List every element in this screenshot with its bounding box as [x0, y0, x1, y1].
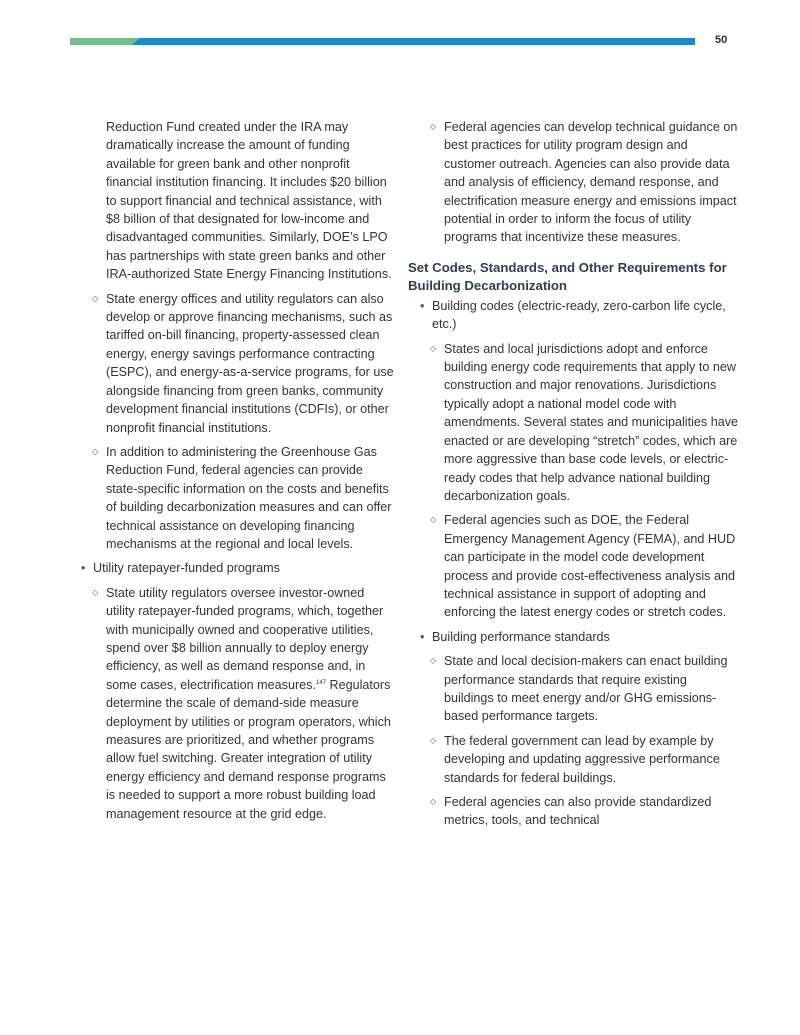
sub-item-technical-guidance: ◇ Federal agencies can develop technical guidance on best practices for utility program design and customer outreach. Agencies can also provide data and analysis of efficiency, demand response, and electrification measure energy and emissions impact potential in order to inform the focus of utility programs that incentivize these measures. — [408, 118, 738, 247]
sub-item-financing-mechanisms: ◇ State energy offices and utility regulators can also develop or approve financing mechanisms, such as tariffed on-bill financing, property-assessed clean energy, energy savings performance contracting (ESPC), and energy-as-a-service programs, for use alongside financing from green banks, community development financial institutions (CDFIs), or other nonprofit financial institutions. — [80, 290, 396, 437]
sub-item-utility-regulators — [80, 584, 396, 823]
sub-item-state-standards: ◇ State and local decision-makers can enact building performance standards that require existing buildings to meet energy and/or GHG emissions-based performance targets. — [408, 652, 738, 726]
section-heading: Set Codes, Standards, and Other Requirements for Building Decarbonization — [408, 259, 727, 293]
sub-item-utility-regulators-text-a: State utility regulators oversee investor-owned utility ratepayer-funded programs, which, together with municipally owned and cooperative utilities, spend over $8 billion annually to deploy energy efficiency, as well as demand response and, in some cases, electrification measures. — [106, 585, 384, 692]
footnote-ref: 147 — [315, 679, 326, 686]
sub-item-code-adoption: ◇ States and local jurisdictions adopt and enforce building energy code requirements that apply to new construction and major renovations. Jurisdictions typically adopt a national model code with amendments. Several states and municipalities have enacted or are developing “stretch” codes, which are more aggressive than base code levels, or electric-ready codes that help advance national building decarbonization goals. — [408, 340, 738, 506]
page-number: 50 — [715, 34, 728, 46]
left-column — [80, 118, 396, 829]
bullet-performance-standards: • Building performance standards — [408, 628, 738, 646]
sub-item-federal-code-support: ◇ Federal agencies such as DOE, the Federal Emergency Management Agency (FEMA), and HUD can participate in the model code development process and provide cost-effectiveness analysis and technical assistance in support of adopting and enforcing the latest energy codes or stretch codes. — [408, 511, 738, 621]
right-column — [408, 118, 738, 836]
bullet-utility-programs: • Utility ratepayer-funded programs — [80, 559, 396, 577]
header-bar-green — [70, 38, 140, 45]
sub-item-greenhouse-fund: ◇ In addition to administering the Greenhouse Gas Reduction Fund, federal agencies can provide state-specific information on the costs and benefits of building decarbonization measures and can offer technical assistance on developing financing mechanisms at the regional and local levels. — [80, 443, 396, 553]
continuation-paragraph: Reduction Fund created under the IRA may dramatically increase the amount of funding available for green bank and other nonprofit financial institution financing. It includes $20 billion to support financial and technical assistance, with $8 billion of that designated for low-income and disadvantaged communities. Similarly, DOE’s LPO has partnerships with state green banks and other IRA-authorized State Energy Financing Institutions. — [106, 120, 392, 282]
header-bar — [70, 38, 695, 45]
header-bar-blue — [132, 38, 695, 45]
sub-item-federal-metrics: ◇ Federal agencies can also provide standardized metrics, tools, and technical — [408, 793, 738, 830]
sub-item-utility-regulators-text-b: Regulators determine the scale of demand-side measure deployment by utilities or program operators, which measures are prioritized, and whether programs allow fuel switching. Greater integration of utility energy efficiency and demand response programs is needed to support a more robust building load management resource at the grid edge. — [106, 677, 391, 821]
sub-item-federal-lead: ◇ The federal government can lead by example by developing and updating aggressive performance standards for federal buildings. — [408, 732, 738, 787]
bullet-building-codes: • Building codes (electric-ready, zero-carbon life cycle, etc.) — [408, 297, 738, 334]
